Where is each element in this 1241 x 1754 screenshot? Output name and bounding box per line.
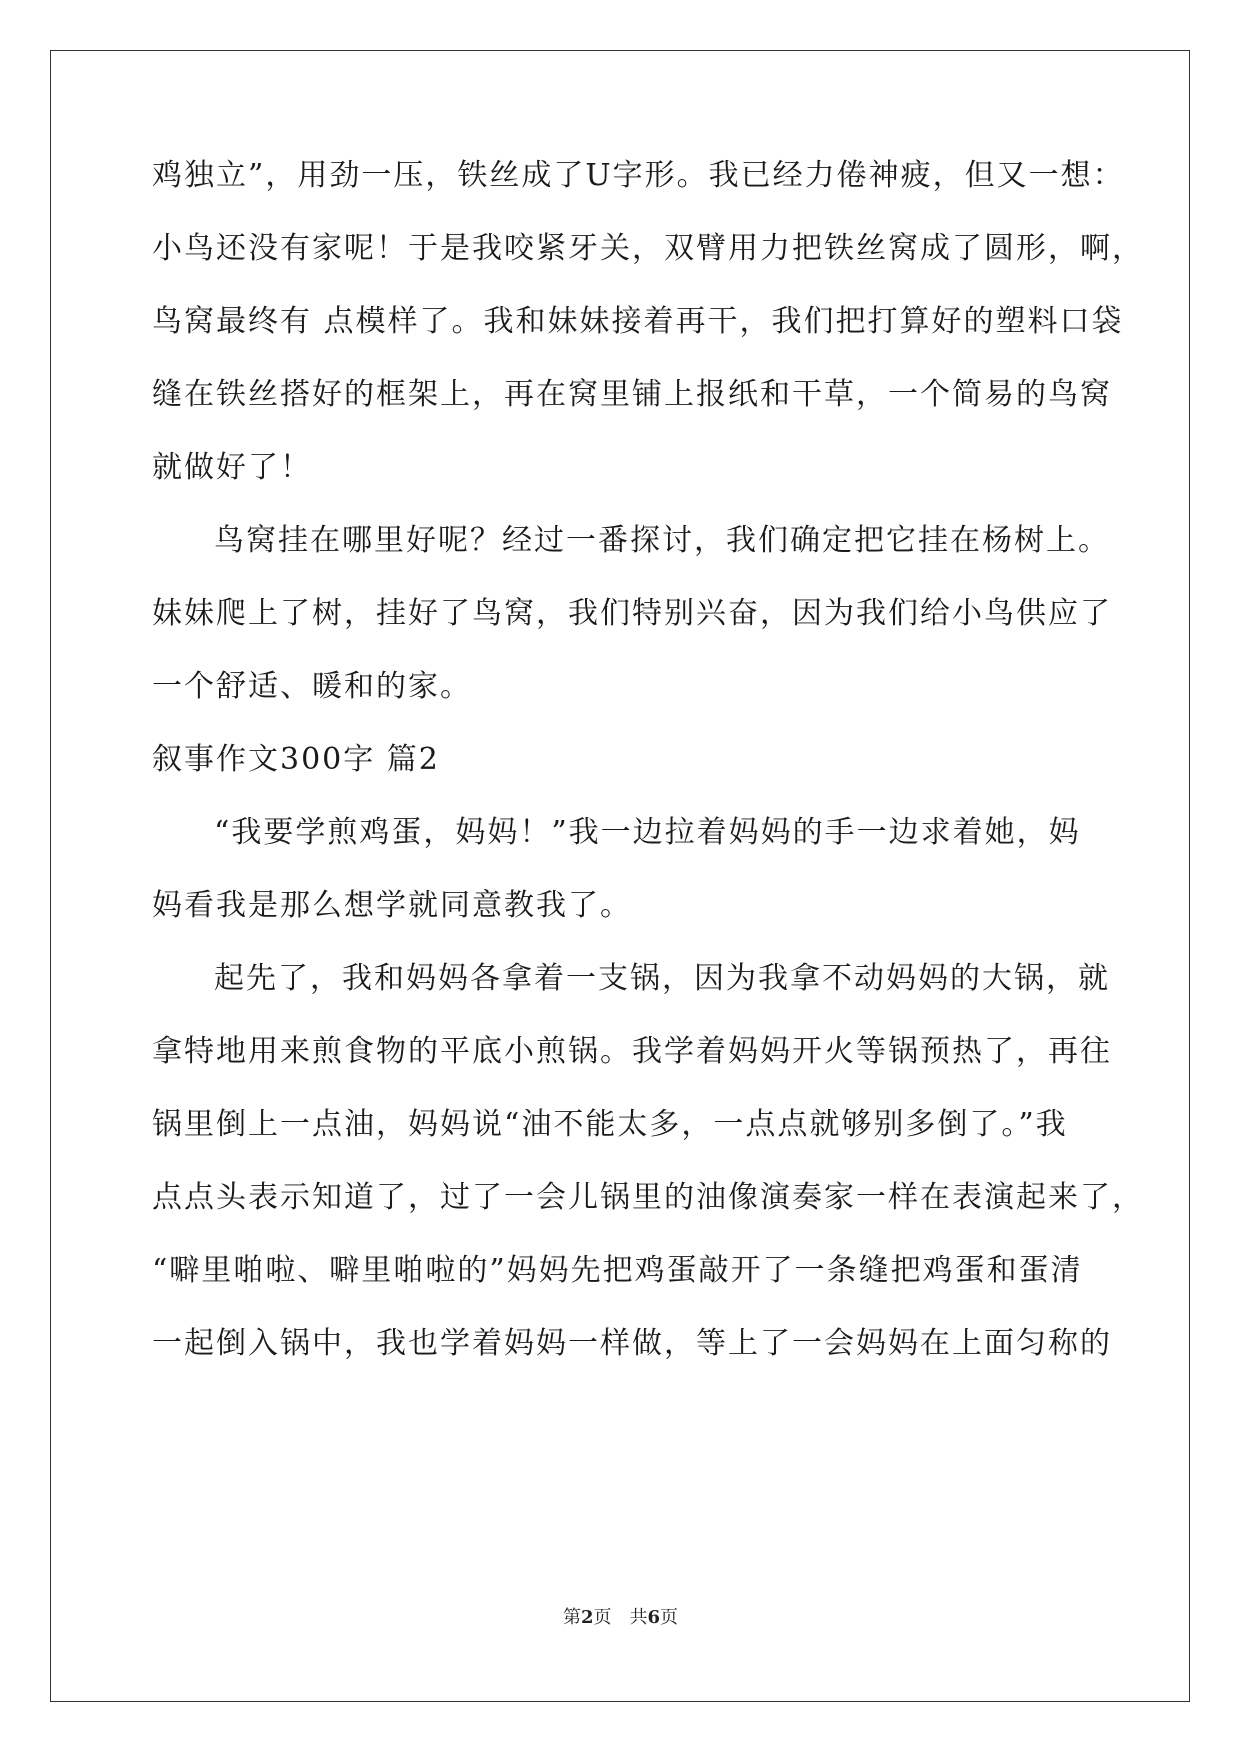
text-line: 鸡独立”，用劲一压，铁丝成了U字形。我已经力倦神疲，但又一想： [152,158,1125,193]
text-line: 一个舒适、暖和的家。 [152,669,472,704]
page-label-mid: 页 共 [593,1607,648,1628]
page-label-suffix: 页 [660,1607,679,1628]
text-line: 小鸟还没有家呢！于是我咬紧牙关，双臂用力把铁丝窝成了圆形，啊， [152,231,1144,266]
text-line: 点点头表示知道了，过了一会儿锅里的油像演奏家一样在表演起来了， [152,1180,1144,1215]
text-line: 锅里倒上一点油，妈妈说“油不能太多，一点点就够别多倒了。”我 [152,1107,1068,1142]
text-line: “噼里啪啦、噼里啪啦的”妈妈先把鸡蛋敲开了一条缝把鸡蛋和蛋清 [152,1253,1083,1288]
paragraph-first-line: “我要学煎鸡蛋，妈妈！”我一边拉着妈妈的手一边求着她，妈 [214,815,1081,850]
total-page-count: 6 [647,1607,661,1628]
text-line: 鸟窝最终有 点模样了。我和妹妹接着再干，我们把打算好的塑料口袋 [152,304,1124,339]
text-line: 拿特地用来煎食物的平底小煎锅。我学着妈妈开火等锅预热了，再往 [152,1034,1112,1069]
current-page-number: 2 [580,1607,594,1628]
paragraph-first-line: 鸟窝挂在哪里好呢？经过一番探讨，我们确定把它挂在杨树上。 [214,523,1110,558]
text-line: 缝在铁丝搭好的框架上，再在窝里铺上报纸和干草，一个简易的鸟窝 [152,377,1112,412]
text-line: 妹妹爬上了树，挂好了鸟窝，我们特别兴奋，因为我们给小鸟供应了 [152,596,1112,631]
page-footer [0,1606,1241,1630]
text-line: 一起倒入锅中，我也学着妈妈一样做，等上了一会妈妈在上面匀称的 [152,1326,1112,1361]
text-line: 妈看我是那么想学就同意教我了。 [152,888,632,923]
page-border [50,50,1190,1702]
paragraph-first-line: 起先了，我和妈妈各拿着一支锅，因为我拿不动妈妈的大锅，就 [214,961,1110,996]
text-line: 就做好了！ [152,450,312,485]
section-heading: 叙事作文300字 篇2 [152,742,440,777]
page-label-prefix: 第 [562,1607,581,1628]
